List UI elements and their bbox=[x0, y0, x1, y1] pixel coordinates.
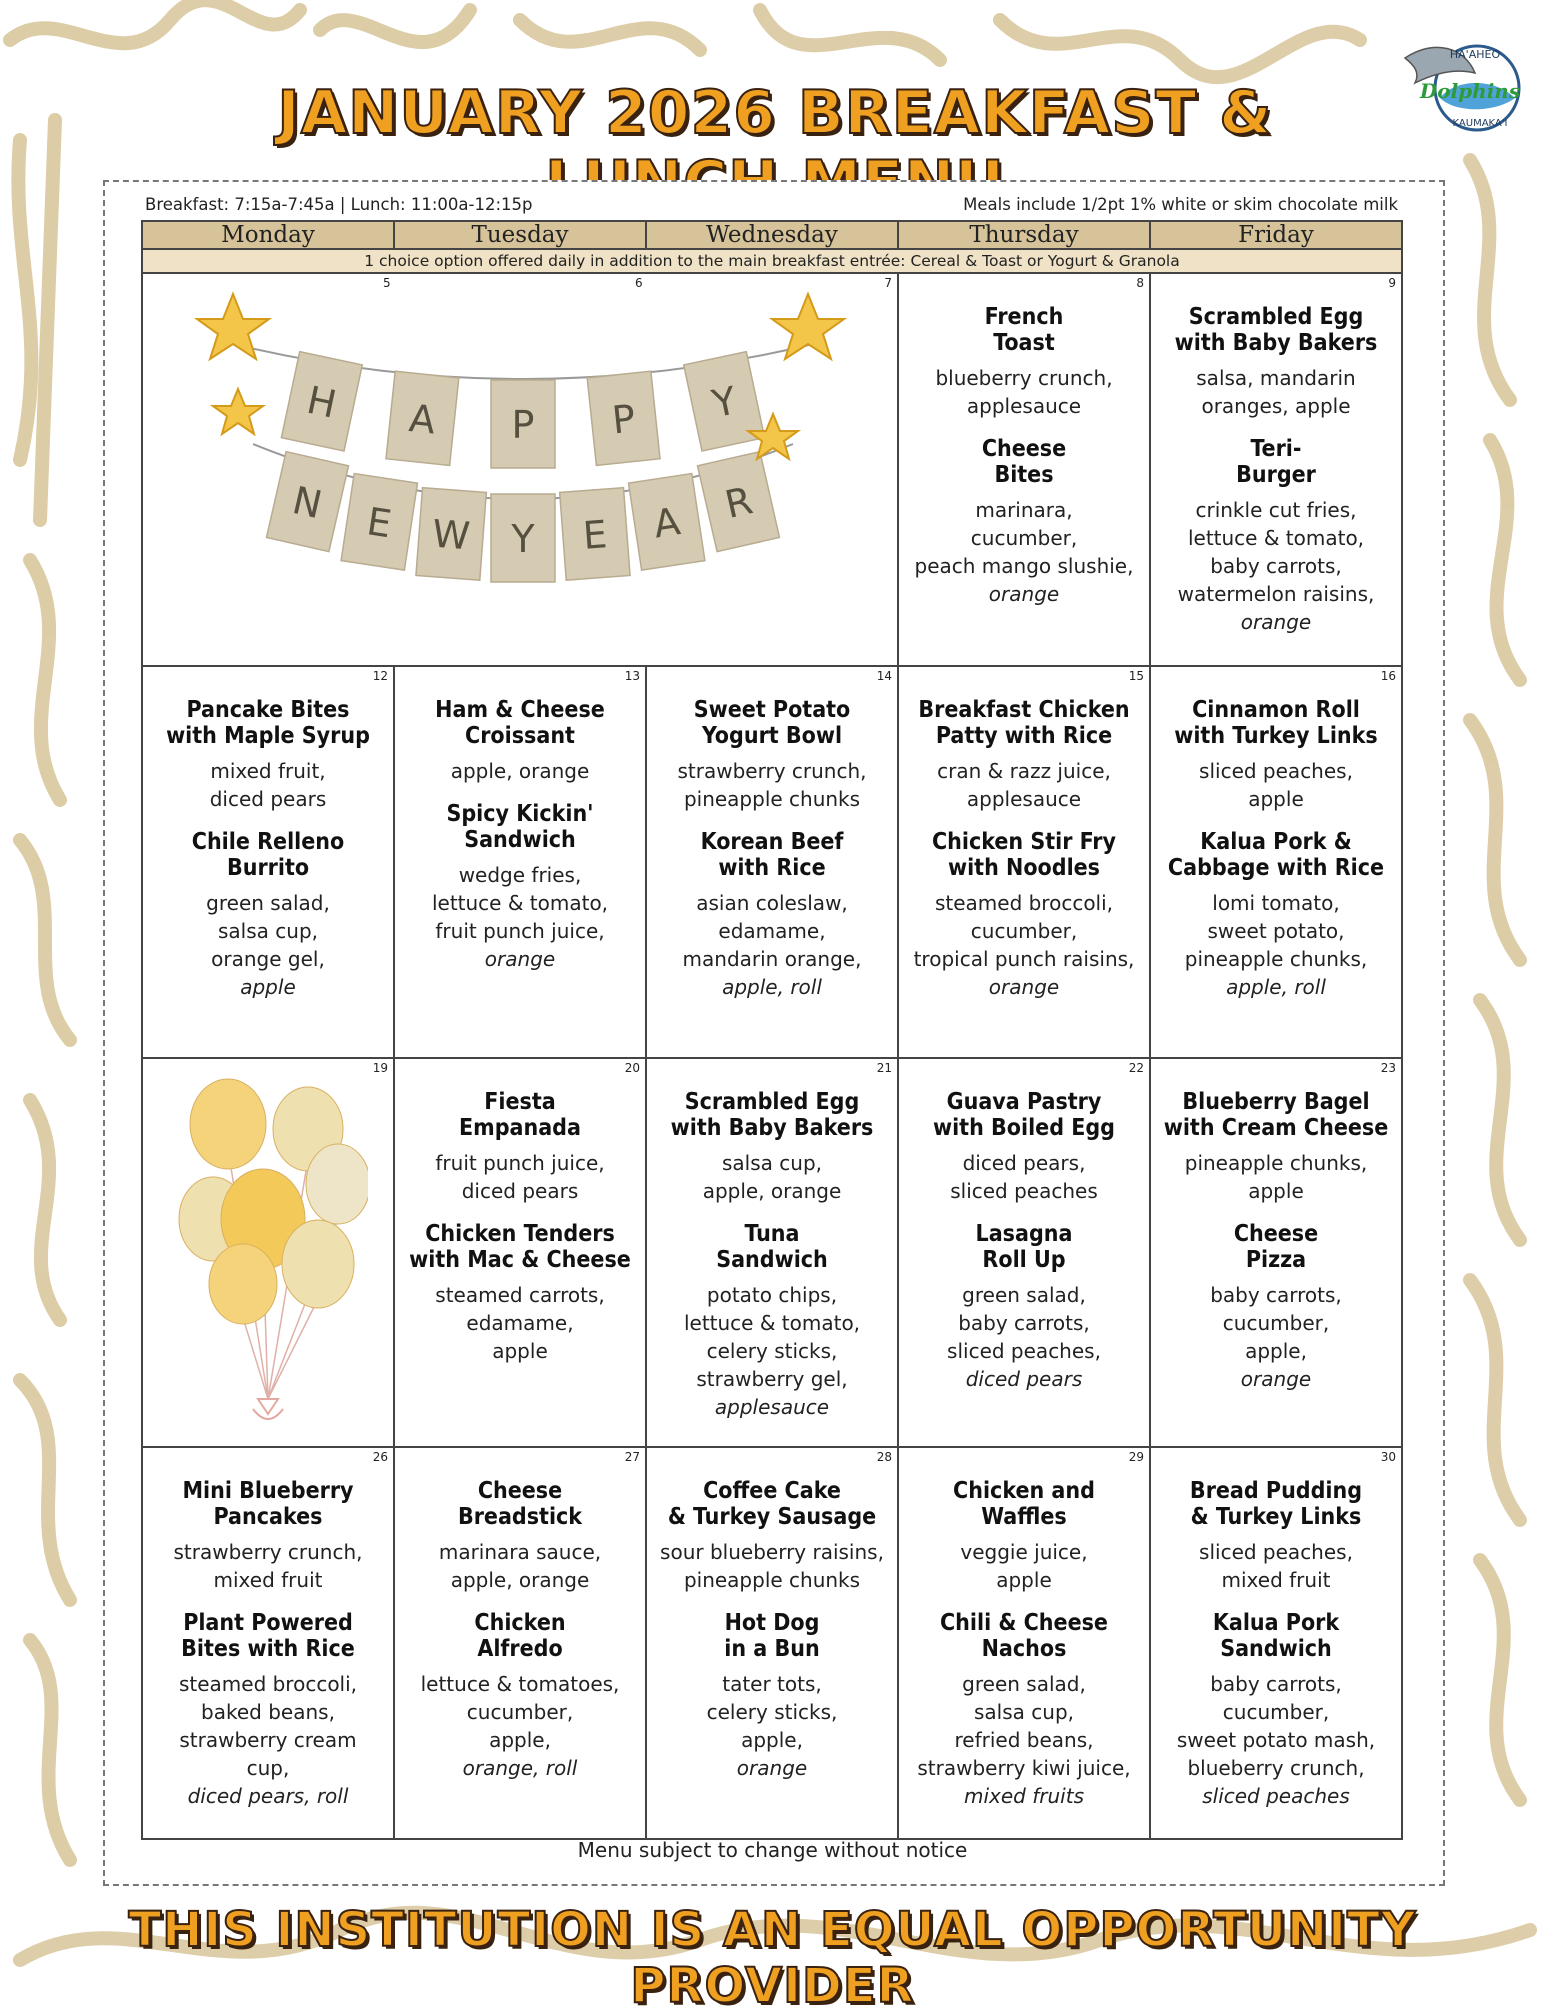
lunch-sides: wedge fries, lettuce & tomato, fruit punch juice, bbox=[431, 862, 609, 943]
day-cell-friday-9 bbox=[1150, 273, 1402, 666]
day-number: 15 bbox=[1128, 668, 1144, 683]
breakfast-entree: Bread Pudding & Turkey Links bbox=[1189, 1478, 1363, 1531]
lunch-extra: orange bbox=[988, 974, 1060, 999]
week-row-3 bbox=[142, 1058, 1402, 1448]
day-number: 22 bbox=[1128, 1060, 1144, 1075]
lunch-sides: potato chips, lettuce & tomato, celery sticks, strawberry gel, bbox=[683, 1282, 861, 1391]
lunch-sides: steamed broccoli, baked beans, strawberry cream cup, bbox=[178, 1672, 358, 1781]
day-number: 5 bbox=[383, 276, 391, 291]
day-cell-thursday-8 bbox=[898, 273, 1150, 666]
breakfast-entree: Scrambled Egg with Baby Bakers bbox=[1174, 304, 1378, 357]
lunch-entree: Teri- Burger bbox=[1236, 436, 1316, 489]
lunch-sides: marinara, cucumber, peach mango slushie, bbox=[914, 498, 1134, 579]
balloons-cell bbox=[142, 1058, 394, 1448]
lunch-entree: Lasagna Roll Up bbox=[975, 1220, 1073, 1273]
lunch-entree: Chicken Alfredo bbox=[474, 1610, 566, 1663]
day-cell-monday-26 bbox=[142, 1447, 394, 1839]
day-cell-friday-16 bbox=[1150, 666, 1402, 1058]
banner-letter: A bbox=[407, 396, 438, 443]
breakfast-entree: Cheese Breadstick bbox=[457, 1478, 583, 1531]
banner-letter: N bbox=[288, 478, 327, 528]
lunch-extra: diced pears, roll bbox=[187, 1784, 349, 1809]
lunch-extra: orange bbox=[1240, 1366, 1312, 1391]
lunch-extra: mixed fruits bbox=[964, 1784, 1084, 1809]
banner-flag bbox=[267, 452, 349, 552]
svg-text:KAUMAKA'I: KAUMAKA'I bbox=[1452, 118, 1508, 129]
banner-flag bbox=[560, 488, 630, 581]
lunch-extra: diced pears bbox=[965, 1366, 1083, 1391]
lunch-extra: apple bbox=[240, 974, 296, 999]
week-row-4 bbox=[142, 1447, 1402, 1839]
day-cell-thursday-29 bbox=[898, 1447, 1150, 1839]
breakfast-sides: veggie juice, apple bbox=[960, 1540, 1088, 1593]
milk-note: Meals include 1/2pt 1% white or skim chocolate milk bbox=[963, 195, 1398, 214]
week-row-2 bbox=[142, 666, 1402, 1058]
banner-flag bbox=[416, 488, 486, 581]
equal-opportunity-banner: THIS INSTITUTION IS AN EQUAL OPPORTUNITY PROVIDER bbox=[128, 1902, 1417, 2014]
day-number: 19 bbox=[372, 1060, 388, 1075]
lunch-extra: apple, roll bbox=[1226, 974, 1326, 999]
day-cell-wednesday-14 bbox=[646, 666, 898, 1058]
lunch-sides: green salad, salsa cup, refried beans, strawberry kiwi juice, bbox=[917, 1672, 1131, 1781]
banner-letter: P bbox=[511, 403, 535, 448]
breakfast-entree: Scrambled Egg with Baby Bakers bbox=[670, 1088, 874, 1141]
weekday-wednesday: Wednesday bbox=[646, 221, 898, 249]
banner-flag bbox=[629, 474, 705, 571]
lunch-sides: lettuce & tomatoes, cucumber, apple, bbox=[420, 1672, 620, 1753]
page-title: JANUARY 2026 BREAKFAST & bbox=[277, 78, 1273, 148]
banner-letter: A bbox=[650, 499, 683, 547]
lunch-sides: steamed broccoli, cucumber, tropical punch raisins, bbox=[913, 890, 1135, 971]
new-year-banner-cell bbox=[142, 273, 898, 666]
breakfast-sides: mixed fruit, diced pears bbox=[209, 758, 327, 811]
day-number: 30 bbox=[1380, 1450, 1396, 1465]
banner-flag bbox=[491, 494, 555, 582]
banner-letter: W bbox=[430, 511, 472, 559]
breakfast-sides: marinara sauce, apple, orange bbox=[438, 1540, 602, 1593]
banner-letter: R bbox=[720, 478, 757, 528]
day-number: 28 bbox=[876, 1450, 892, 1465]
day-cell-tuesday-13 bbox=[394, 666, 646, 1058]
svg-text:Dolphins: Dolphins bbox=[1419, 79, 1521, 103]
banner-letter: P bbox=[610, 396, 638, 443]
svg-text:HA'AHEO: HA'AHEO bbox=[1449, 48, 1501, 61]
lunch-entree: Cheese Pizza bbox=[1233, 1220, 1319, 1273]
menu-change-note: Menu subject to change without notice bbox=[577, 1838, 968, 1862]
day-cell-wednesday-28 bbox=[646, 1447, 898, 1839]
lunch-extra: orange, roll bbox=[462, 1756, 578, 1781]
lunch-entree: Korean Beef with Rice bbox=[700, 828, 844, 881]
breakfast-entree: Blueberry Bagel with Cream Cheese bbox=[1163, 1088, 1389, 1141]
banner-flag bbox=[341, 474, 417, 571]
day-number: 6 bbox=[635, 276, 643, 291]
lunch-entree: Spicy Kickin' Sandwich bbox=[446, 800, 594, 853]
lunch-sides: tater tots, celery sticks, apple, bbox=[706, 1672, 838, 1753]
banner-flag bbox=[587, 371, 660, 465]
banner-flag bbox=[684, 352, 765, 451]
week-row-1 bbox=[142, 273, 1402, 666]
balloons-illustration bbox=[168, 1069, 368, 1439]
breakfast-entree: French Toast bbox=[984, 304, 1064, 357]
lunch-sides: baby carrots, cucumber, sweet potato mash, blueberry crunch, bbox=[1176, 1672, 1376, 1781]
lunch-entree: Tuna Sandwich bbox=[716, 1220, 828, 1273]
lunch-entree: Cheese Bites bbox=[981, 436, 1067, 489]
day-number: 27 bbox=[624, 1450, 640, 1465]
day-cell-tuesday-20 bbox=[394, 1058, 646, 1448]
day-number: 13 bbox=[624, 668, 640, 683]
breakfast-sides: salsa, mandarin oranges, apple bbox=[1196, 366, 1356, 419]
day-number: 9 bbox=[1388, 276, 1396, 291]
menu-calendar bbox=[141, 220, 1403, 1840]
day-cell-friday-30 bbox=[1150, 1447, 1402, 1839]
lunch-entree: Chicken Stir Fry with Noodles bbox=[931, 828, 1117, 881]
lunch-extra: orange bbox=[1240, 610, 1312, 635]
banner-letter: H bbox=[303, 377, 341, 427]
day-number: 12 bbox=[372, 668, 388, 683]
banner-letter: E bbox=[581, 512, 609, 558]
lunch-entree: Chili & Cheese Nachos bbox=[940, 1610, 1108, 1663]
banner-flag bbox=[386, 371, 459, 465]
banner-flag bbox=[698, 452, 780, 552]
lunch-sides: steamed carrots, edamame, apple bbox=[435, 1282, 605, 1363]
happy-new-year-banner-illustration bbox=[193, 284, 853, 654]
lunch-entree: Hot Dog in a Bun bbox=[724, 1610, 820, 1663]
breakfast-sides: sliced peaches, apple bbox=[1199, 758, 1353, 811]
day-number: 26 bbox=[372, 1450, 388, 1465]
breakfast-sides: fruit punch juice, diced pears bbox=[435, 1150, 605, 1203]
day-cell-thursday-22 bbox=[898, 1058, 1150, 1448]
banner-letter: Y bbox=[708, 378, 741, 427]
breakfast-entree: Mini Blueberry Pancakes bbox=[182, 1478, 354, 1531]
breakfast-entree: Coffee Cake & Turkey Sausage bbox=[667, 1478, 877, 1531]
banner-letter: Y bbox=[511, 517, 535, 562]
breakfast-sides: cran & razz juice, applesauce bbox=[937, 758, 1111, 811]
lunch-entree: Chile Relleno Burrito bbox=[191, 828, 345, 881]
lunch-sides: asian coleslaw, edamame, mandarin orange, bbox=[682, 890, 862, 971]
daily-option-note: 1 choice option offered daily in addition to the main breakfast entrée: Cereal & Toast or Yogurt & Granola bbox=[142, 249, 1402, 273]
day-number: 29 bbox=[1128, 1450, 1144, 1465]
day-cell-thursday-15 bbox=[898, 666, 1150, 1058]
lunch-sides: green salad, baby carrots, sliced peaches, bbox=[947, 1282, 1101, 1363]
breakfast-entree: Cinnamon Roll with Turkey Links bbox=[1174, 696, 1378, 749]
breakfast-sides: sour blueberry raisins, pineapple chunks bbox=[660, 1540, 884, 1593]
breakfast-sides: blueberry crunch, applesauce bbox=[935, 366, 1113, 419]
day-number: 20 bbox=[624, 1060, 640, 1075]
day-number: 21 bbox=[876, 1060, 892, 1075]
lunch-extra: sliced peaches bbox=[1202, 1784, 1350, 1809]
banner-letter: E bbox=[363, 499, 395, 547]
weekday-monday: Monday bbox=[142, 221, 394, 249]
lunch-extra: apple, roll bbox=[722, 974, 822, 999]
lunch-extra: applesauce bbox=[714, 1394, 830, 1419]
breakfast-entree: Guava Pastry with Boiled Egg bbox=[932, 1088, 1115, 1141]
breakfast-entree: Fiesta Empanada bbox=[459, 1088, 581, 1141]
lunch-entree: Plant Powered Bites with Rice bbox=[181, 1610, 355, 1663]
lunch-extra: orange bbox=[736, 1756, 808, 1781]
lunch-extra: orange bbox=[988, 582, 1060, 607]
breakfast-sides: diced pears, sliced peaches bbox=[950, 1150, 1098, 1203]
day-number: 16 bbox=[1380, 668, 1396, 683]
weekday-friday: Friday bbox=[1150, 221, 1402, 249]
lunch-entree: Kalua Pork Sandwich bbox=[1212, 1610, 1340, 1663]
breakfast-entree: Pancake Bites with Maple Syrup bbox=[166, 696, 370, 749]
breakfast-entree: Breakfast Chicken Patty with Rice bbox=[918, 696, 1130, 749]
lunch-sides: lomi tomato, sweet potato, pineapple chunks, bbox=[1184, 890, 1368, 971]
day-cell-wednesday-21 bbox=[646, 1058, 898, 1448]
weekday-thursday: Thursday bbox=[898, 221, 1150, 249]
breakfast-sides: sliced peaches, mixed fruit bbox=[1199, 1540, 1353, 1593]
day-cell-friday-23 bbox=[1150, 1058, 1402, 1448]
banner-flag bbox=[491, 380, 555, 468]
weekday-tuesday: Tuesday bbox=[394, 221, 646, 249]
day-number: 14 bbox=[876, 668, 892, 683]
lunch-extra: orange bbox=[484, 946, 556, 971]
day-number: 23 bbox=[1380, 1060, 1396, 1075]
breakfast-sides: pineapple chunks, apple bbox=[1184, 1150, 1368, 1203]
breakfast-sides: salsa cup, apple, orange bbox=[702, 1150, 842, 1203]
breakfast-sides: strawberry crunch, mixed fruit bbox=[173, 1540, 363, 1593]
day-number: 8 bbox=[1136, 276, 1144, 291]
day-cell-tuesday-27 bbox=[394, 1447, 646, 1839]
banner-flag bbox=[281, 352, 362, 451]
breakfast-sides: strawberry crunch, pineapple chunks bbox=[677, 758, 867, 811]
school-logo bbox=[1395, 28, 1525, 138]
lunch-sides: crinkle cut fries, lettuce & tomato, baby carrots, watermelon raisins, bbox=[1177, 498, 1375, 607]
breakfast-entree: Ham & Cheese Croissant bbox=[435, 696, 605, 749]
breakfast-entree: Chicken and Waffles bbox=[953, 1478, 1095, 1531]
lunch-sides: green salad, salsa cup, orange gel, bbox=[206, 890, 330, 971]
lunch-sides: baby carrots, cucumber, apple, bbox=[1210, 1282, 1342, 1363]
day-cell-monday-12 bbox=[142, 666, 394, 1058]
lunch-entree: Kalua Pork & Cabbage with Rice bbox=[1167, 828, 1385, 881]
breakfast-sides: apple, orange bbox=[450, 758, 590, 783]
lunch-entree: Chicken Tenders with Mac & Cheese bbox=[409, 1220, 631, 1273]
breakfast-entree: Sweet Potato Yogurt Bowl bbox=[693, 696, 851, 749]
weekday-header-row bbox=[142, 221, 1402, 249]
meal-hours: Breakfast: 7:15a-7:45a | Lunch: 11:00a-12:15p bbox=[145, 195, 533, 214]
day-number: 7 bbox=[884, 276, 892, 291]
